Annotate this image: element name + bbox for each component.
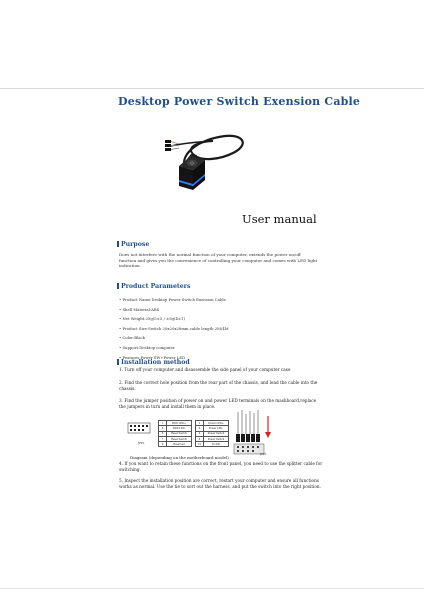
list-item: • Color:Black bbox=[119, 335, 145, 341]
step-1: 1. Turn off your computer and disassemble the side panel of your computer case bbox=[119, 367, 291, 372]
jumper-label-photo: JFP1 bbox=[260, 452, 267, 456]
table-row: 9 Reserved 10 No Pin bbox=[159, 442, 229, 447]
top-divider bbox=[0, 88, 424, 89]
list-item: • Net Weight:25g(5±5 / ±5g(4±1) bbox=[119, 316, 185, 322]
list-item: • Product Name:Desktop Power Switch Exension Cable bbox=[119, 297, 226, 302]
section-purpose-heading: Purpose bbox=[117, 241, 149, 248]
table-row: 5 Reset Switch 6 Power Switch bbox=[159, 431, 229, 436]
manual-heading: User manual bbox=[242, 212, 317, 226]
power-switch-cable-illustration bbox=[165, 114, 255, 204]
section-marker-icon bbox=[117, 359, 119, 365]
jumper-pin-table bbox=[158, 420, 229, 447]
step-4: 4. If you want to retain these functions on the front panel, you need to use the splitter cable for switching. bbox=[119, 461, 323, 472]
section-installation-heading: Installation method bbox=[117, 359, 190, 366]
parameters-list bbox=[119, 295, 319, 362]
table-row: 1 HDD LED+ 2 Power LED+ bbox=[159, 421, 229, 426]
section-marker-icon bbox=[117, 241, 119, 247]
step-5: 5. Inspect the installation position are correct, restart your computer and ensure all functions works as normal. Use the tie to sort out the harness, and put the switch into the right position. bbox=[119, 478, 321, 489]
section-parameters-heading: Product Parameters bbox=[117, 283, 190, 290]
list-item: • Shell Material:ABS bbox=[119, 306, 160, 312]
section-marker-icon bbox=[117, 283, 119, 289]
list-item: • Features:Power SW+Power LED bbox=[119, 354, 186, 360]
purpose-text: Does not interfere with the normal function of your computer, extends the power on/off function and gives you the convenience of controlling your computer and comes with LED light indication. bbox=[119, 252, 318, 269]
table-row: 7 Reset Switch 8 Power Switch bbox=[159, 436, 229, 441]
diagram-caption: Diagram (depending on the motherboard model) bbox=[130, 455, 229, 460]
list-item: • Product Size:Switch 20x20x28mm,cable length 2M/4M bbox=[119, 325, 229, 331]
page-title: Desktop Power Switch Exension Cable bbox=[118, 95, 361, 108]
motherboard-connectors-illustration bbox=[232, 408, 280, 460]
list-item: • Support:Desktop computer bbox=[119, 344, 175, 350]
step-2: 2. Find the correct hole position from the rear part of the chassis, and lead the cable into the chassis. bbox=[119, 380, 318, 391]
step-3: 3. Find the jumper position of power on and power LED terminals on the mashboard,replace the jumpers in turn and install them in place. bbox=[119, 398, 317, 409]
table-row: 3 HDD LED- 4 Power LED- bbox=[159, 426, 229, 431]
bottom-divider bbox=[0, 588, 424, 589]
jumper-label: JFP1 bbox=[138, 441, 145, 445]
